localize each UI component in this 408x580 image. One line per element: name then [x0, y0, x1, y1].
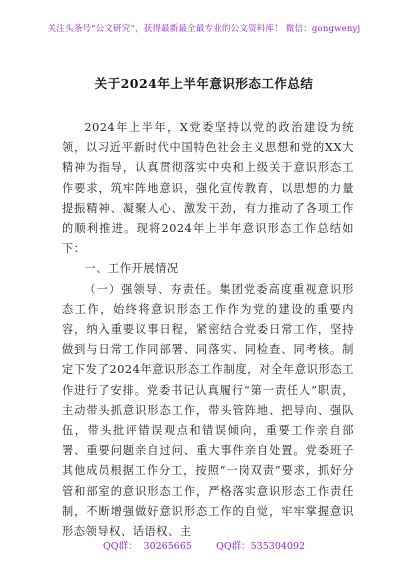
- document-body: [62, 118, 354, 542]
- intro-paragraph: 2024年上半年，X党委坚持以党的政治建设为统领，以习近平新时代中国特色社会主义思想和党的XX大精神为指导，认真贯彻落实中央和上级关于意识形态工作要求，筑牢阵地意识，强化宣传教育，以思想的力量提振精神、凝聚人心、激发干劲，有力推动了各项工作的顺利推进。现将2024年上半年意识形态工作总结如下：: [62, 121, 354, 256]
- promo-banner: 关注头条号“公文研究”，获得最新最全最专业的公文资料库！ 微信：gongwenyj: [47, 24, 361, 34]
- section-heading: 一、工作开展情况: [84, 262, 179, 276]
- footer-contact: QQ群： 30265665 QQ群：535304092: [102, 541, 306, 552]
- document-title: 关于2024年上半年意识形态工作总结: [94, 76, 314, 91]
- body-paragraph: （一）强领导、夯责任。集团党委高度重视意识形态工作，始终将意识形态工作作为党的建设的重要内容，纳入重要议事日程，紧密结合党委日常工作，坚持做到与日常工作同部署、同落实、同检查、同考核。制定下发了2024年意识形态工作制度，对全年意识形态工作进行了安排。党委书记认真履行“第一责任人”职责，主动带头抓意识形态工作，带头管阵地、把导向、强队伍，带头批评错误观点和错误倾向，重要工作亲自部署、重要问题亲自过问、重大事件亲自处置。党委班子其他成员根据工作分工，按照“一岗双责”要求，抓好分管和部室的意识形态工作，严格落实意识形态工作责任制，不断增强做好意识形态工作的自觉，牢牢掌握意识形态领导权、话语权、主: [62, 282, 354, 539]
